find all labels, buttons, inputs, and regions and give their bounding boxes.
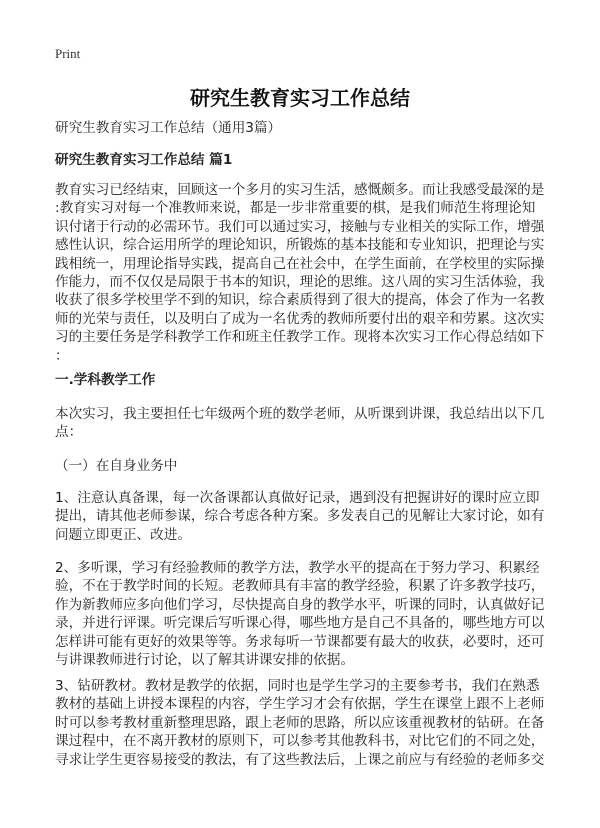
text-line: 习的主要任务是学科教学工作和班主任教学工作。现将本次实习工作心得总结如下 xyxy=(55,329,545,346)
text-line: ： xyxy=(55,347,69,364)
text-line: 与讲课教师进行讨论，以了解其讲课安排的依据。 xyxy=(55,651,355,668)
text-line: 作为新教师应多向他们学习，尽快提高自身的教学水平，听课的同时，认真做好记 xyxy=(55,596,545,613)
text-line: 感性认识，综合运用所学的理论知识，所锻炼的基本技能和专业知识，把理论与实 xyxy=(55,237,545,254)
text-line: :教育实习对每一个准教师来说，都是一步非常重要的棋，是我们师范生将理论知 xyxy=(55,200,536,217)
text-line: 录，并进行评课。听完课后写听课心得，哪些地方是自己不具备的，哪些地方可以 xyxy=(55,615,545,632)
page-title: 研究生教育实习工作总结 xyxy=(190,86,410,110)
subtitle: 研究生教育实习工作总结（通用3篇） xyxy=(55,120,282,136)
paragraph-overview xyxy=(55,405,555,442)
section-heading-1: 研究生教育实习工作总结 篇1 xyxy=(55,152,233,168)
text-line: 践相统一，用理论指导实践，提高自己在社会中，在学生面前，在学校里的实际操 xyxy=(55,255,545,272)
text-line: 教育实习已经结束，回顾这一个多月的实习生活，感慨颇多。而让我感受最深的是 xyxy=(55,182,545,198)
text-line: 时可以参考教材重新整理思路，跟上老师的思路，所以应该重视教材的钻研。在备 xyxy=(55,714,545,731)
text-line: 寻求让学生更容易接受的教法，有了这些教法后，上课之前应与有经验的老师多交 xyxy=(55,751,545,768)
text-line: 点： xyxy=(55,424,83,441)
text-line: 课过程中，在不离开教材的原则下，可以参考其他教科书，对比它们的不同之处， xyxy=(55,733,545,750)
text-line: 3、钻研教材。教材是教学的依据，同时也是学生学习的主要参考书，我们在熟悉 xyxy=(55,678,540,694)
text-line: 验，不在于教学时间的长短。老教师具有丰富的教学经验，积累了许多教学技巧， xyxy=(55,578,545,595)
list-item-3 xyxy=(55,677,555,769)
text-line: 识付诸于行动的必需环节。我们可以通过实习，接触与专业相关的实际工作，增强 xyxy=(55,218,545,235)
text-line: 本次实习，我主要担任七年级两个班的数学老师，从听课到讲课，我总结出以下几 xyxy=(55,406,545,422)
print-link[interactable]: Print xyxy=(55,46,81,61)
text-line: 作能力，而不仅仅是局限于书本的知识，理论的思维。这八周的实习生活体验，我 xyxy=(55,273,545,290)
text-line: 2、多听课，学习有经验教师的教学方法，教学水平的提高在于努力学习、积累经 xyxy=(55,560,540,576)
text-line: 提出，请其他老师参谋，综合考虑各种方案。多发表自己的见解让大家讨论，如有 xyxy=(55,508,545,525)
text-line: 问题立即更正、改进。 xyxy=(55,526,191,543)
list-item-2 xyxy=(55,559,555,669)
text-line: 师的光荣与责任，以及明白了成为一名优秀的教师所要付出的艰辛和劳累。这次实 xyxy=(55,310,545,327)
text-line: 教材的基础上讲授本课程的内容，学生学习才会有依据，学生在课堂上跟不上老师 xyxy=(55,696,545,713)
subheading-1: （一）在自身业务中 xyxy=(55,458,178,474)
section-heading-2: 一.学科教学工作 xyxy=(55,372,156,388)
text-line: 1、注意认真备课，每一次备课都认真做好记录，遇到没有把握讲好的课时应立即 xyxy=(55,490,540,506)
paragraph-intro xyxy=(55,181,555,365)
list-item-1 xyxy=(55,489,555,544)
text-line: 收获了很多学校里学不到的知识，综合素质得到了很大的提高，体会了作为一名教 xyxy=(55,292,545,309)
text-line: 怎样讲可能有更好的效果等等。务求每听一节课都要有最大的收获，必要时，还可 xyxy=(55,633,545,650)
